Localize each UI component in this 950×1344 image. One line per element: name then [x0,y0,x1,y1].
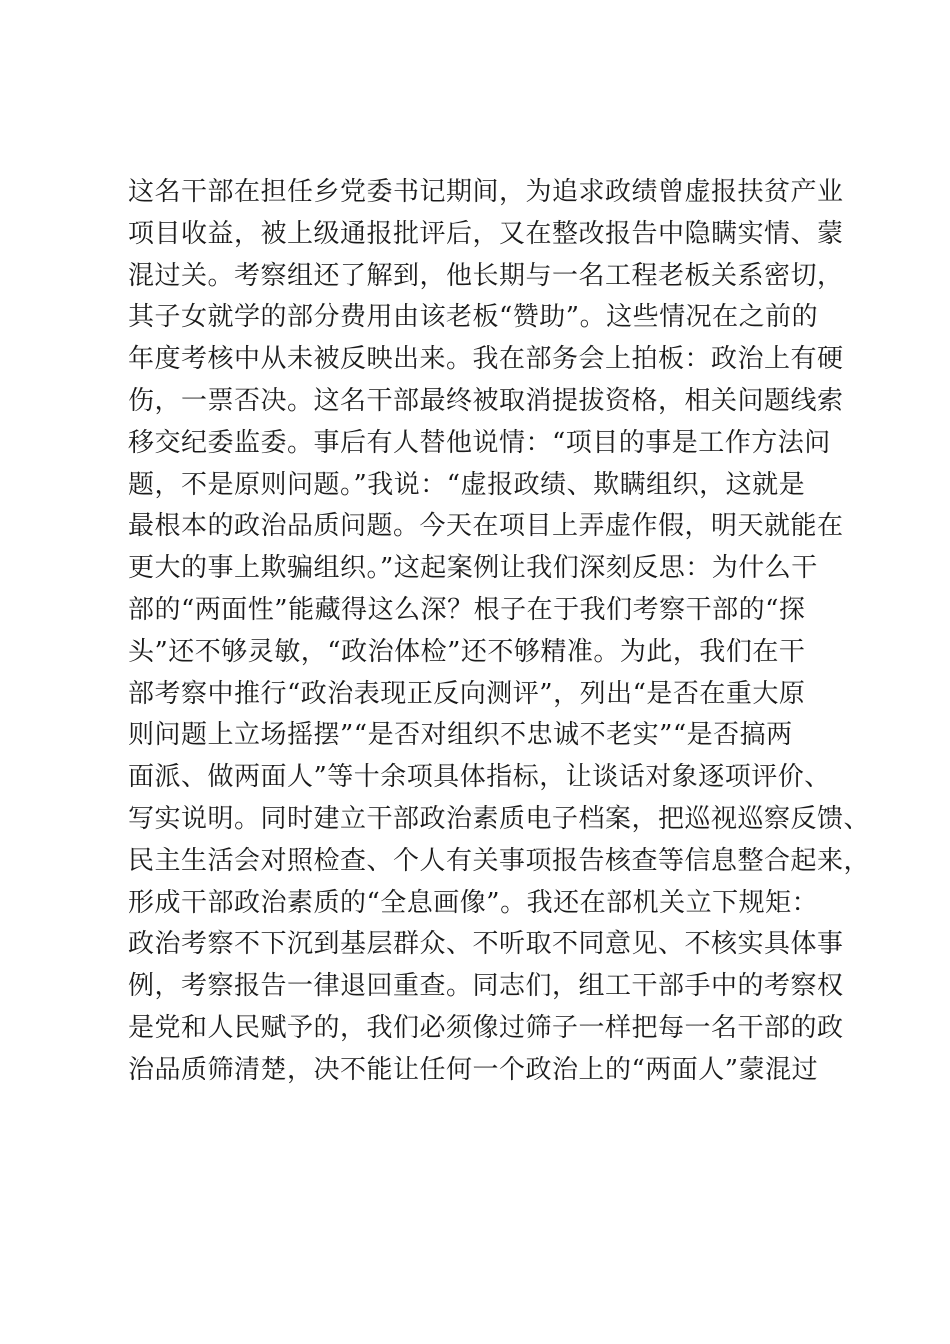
text-line: 混过关。考察组还了解到，他长期与一名工程老板关系密切， [128,260,844,291]
text-line: 年度考核中从未被反映出来。我在部务会上拍板：政治上有硬 [128,344,844,375]
text-line: 是党和人民赋予的，我们必须像过筛子一样把每一名干部的政 [128,1012,844,1043]
text-line: 题，不是原则问题。”我说：“虚报政绩、欺瞒组织，这就是 [128,469,806,500]
text-line: 例，考察报告一律退回重查。同志们，组工干部手中的考察权 [128,971,844,1002]
text-line: 这名干部在担任乡党委书记期间，为追求政绩曾虚报扶贫产业 [128,177,844,207]
text-line: 治品质筛清楚，决不能让任何一个政治上的“两面人”蒙混过 [128,1054,819,1085]
text-line: 面派、做两面人”等十余项具体指标，让谈话对象逐项评价、 [128,762,831,793]
text-line: 其子女就学的部分费用由该老板“赞助”。这些情况在之前的 [128,302,819,333]
text-line: 部的“两面性”能藏得这么深？根子在于我们考察干部的“探 [128,594,806,625]
text-line: 头”还不够灵敏，“政治体检”还不够精准。为此，我们在干 [128,636,806,667]
text-line: 写实说明。同时建立干部政治素质电子档案，把巡视巡察反馈、 [128,803,871,834]
text-line: 民主生活会对照检查、个人有关事项报告核查等信息整合起来， [128,845,871,876]
text-line: 伤，一票否决。这名干部最终被取消提拔资格，相关问题线索 [128,385,844,416]
text-line: 最根本的政治品质问题。今天在项目上弄虚作假，明天就能在 [128,511,844,542]
text-line: 更大的事上欺骗组织。”这起案例让我们深刻反思：为什么干 [128,553,818,584]
text-line: 形成干部政治素质的“全息画像”。我还在部机关立下规矩： [128,887,819,918]
body-text [128,172,871,1092]
text-line: 则问题上立场摇摆”“是否对组织不忠诚不老实”“是否搞两 [128,720,793,751]
text-line: 部考察中推行“政治表现正反向测评”，列出“是否在重大原 [128,678,806,709]
text-line: 项目收益，被上级通报批评后，又在整改报告中隐瞒实情、蒙 [128,218,844,249]
text-line: 政治考察不下沉到基层群众、不听取不同意见、不核实具体事 [128,929,844,960]
text-line: 移交纪委监委。事后有人替他说情：“项目的事是工作方法问 [128,427,831,458]
